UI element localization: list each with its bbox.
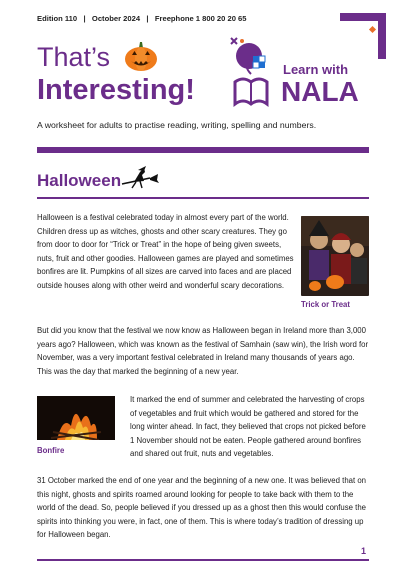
- nala-logo: [225, 34, 375, 114]
- witch-on-broomstick-icon: [120, 166, 160, 192]
- paragraph-spirits: 31 October marked the end of one year and the beginning of a new one. It was believed that on this night, ghosts and spirits roamed around looking for people to take back with them to the world of the dead. So, people believed if you dressed up as a ghost then this would confuse the spirits into thinking you were, in fact, one of them. This is where today’s tradition of dressing up for Halloween began.: [37, 476, 366, 540]
- header-divider: [37, 147, 369, 153]
- header-separator: |: [79, 14, 90, 23]
- worksheet-subtitle: A worksheet for adults to practise reading, writing, spelling and numbers.: [37, 120, 317, 130]
- title-line-1: That’s: [37, 42, 111, 72]
- section-divider: [37, 197, 369, 199]
- paragraph-harvest: It marked the end of summer and celebrated the harvesting of crops of vegetables and fruit which would be gathered and stored for the long winter ahead. In fact, they believed that crops not picked before 1 November should not be eaten. People gathered around bonfires and shared out fruit, nuts and vegetables.: [130, 395, 366, 459]
- logo-text-big: NALA: [281, 76, 359, 107]
- header-separator: |: [142, 14, 153, 23]
- freephone-number: Freephone 1 800 20 20 65: [154, 14, 247, 23]
- paragraph-samhain: But did you know that the festival we now know as Halloween began in Ireland more than 3,000 years ago? Halloween, which was known as the festival of Samhain (saw win), the Irish word for November, was a very important festival celebrated in Ireland many thousands of years ago. This was the day that marked the beginning of a new year.: [37, 326, 369, 376]
- section-heading: Halloween: [37, 171, 122, 190]
- jack-o-lantern-icon: [124, 40, 158, 72]
- edition-date: October 2024: [91, 14, 141, 23]
- footer-divider: [37, 559, 369, 561]
- photo-caption-trick-or-treat: Trick or Treat: [301, 300, 350, 309]
- header-info: [37, 14, 246, 23]
- paragraph-intro: Halloween is a festival celebrated today in almost every part of the world. Children dress up as witches, ghosts and other scary creatures. They go from door to door for “Trick or Treat” in the hope of being given sweets, nuts, fruit and other goodies. Halloween games are played and sometimes bonfires are lit. Pumpkins of all sizes are carved into faces and are placed outside houses along with other weird and wonderful scary decorations.: [37, 213, 294, 290]
- edition-label: Edition 110: [37, 14, 78, 23]
- nala-logo-mark-icon: [225, 34, 281, 112]
- title-line-2: Interesting!: [37, 74, 195, 106]
- logo-text-small: Learn with: [283, 62, 349, 77]
- photo-caption-bonfire: Bonfire: [37, 446, 65, 455]
- trick-or-treat-photo: [301, 216, 369, 296]
- page-number: 1: [361, 546, 367, 556]
- bonfire-photo: [37, 396, 115, 440]
